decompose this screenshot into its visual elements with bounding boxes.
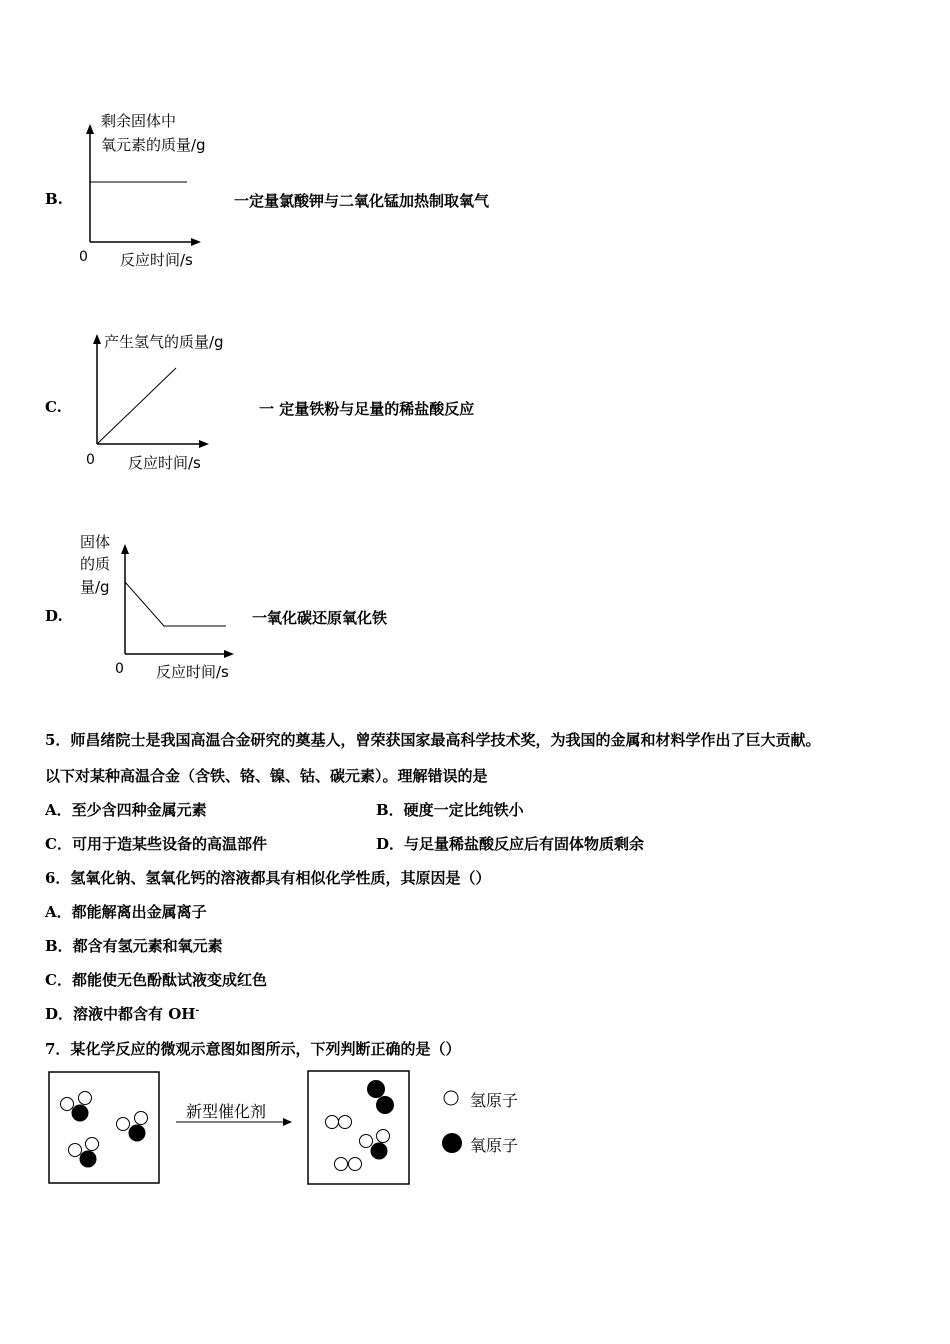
q5-stem-line-1: 5．师昌绪院士是我国高温合金研究的奠基人，曾荣获国家最高科学技术奖，为我国的金属和材料学作出了巨大贡献。 [45,731,821,749]
q6-option-d-superscript: - [195,1006,200,1016]
graph-b-xlabel: 反应时间/s [120,251,193,269]
legend-hydrogen-icon [444,1091,458,1105]
graph-c-origin: 0 [86,452,95,468]
graph-d-origin: 0 [115,661,124,677]
graph-d-xlabel: 反应时间/s [156,663,229,681]
oxygen-atom [376,1096,394,1114]
q6-stem: 6．氢氧化钠、氢氧化钙的溶液都具有相似化学性质，其原因是（） [45,869,491,887]
q5-option-c: C．可用于造某些设备的高温部件 [45,835,267,853]
hydrogen-atom [86,1138,99,1151]
q6-option-d-text: D．溶液中都含有 OH [45,1005,196,1023]
q6-option-a: A．都能解离出金属离子 [45,903,207,921]
q5-option-b: B．硬度一定比纯铁小 [376,801,524,819]
hydrogen-atom [377,1130,390,1143]
graph-d-description: 一氧化碳还原氧化铁 [252,609,388,627]
arrow-head-icon [283,1118,292,1126]
graph-b-origin: 0 [79,249,88,265]
hydrogen-atom [339,1116,352,1129]
hydrogen-atom [326,1116,339,1129]
graph-c-xlabel: 反应时间/s [128,454,201,472]
hydrogen-atom [69,1144,82,1157]
option-b-label: B. [45,190,63,208]
hydrogen-atom [360,1135,373,1148]
option-d-label: D. [45,607,63,625]
graph-d-ylabel-1: 固体 [80,533,111,551]
option-c-label: C. [45,398,62,416]
q5-option-a: A．至少含四种金属元素 [45,801,207,819]
q5-option-d: D．与足量稀盐酸反应后有固体物质剩余 [376,835,645,853]
graph-b-ylabel-1: 剩余固体中 [101,112,177,130]
oxygen-atom [367,1080,385,1098]
oxygen-atom [72,1105,89,1122]
graph-c-description: 一 定量铁粉与足量的稀盐酸反应 [259,400,475,418]
oxygen-atom [80,1151,97,1168]
legend-oxygen-label: 氧原子 [470,1136,519,1155]
hydrogen-atom [335,1158,348,1171]
graph-c-ylabel: 产生氢气的质量/g [104,333,224,351]
hydrogen-atom [135,1112,148,1125]
arrow-label: 新型催化剂 [186,1102,267,1121]
hydrogen-atom [349,1158,362,1171]
graph-b-description: 一定量氯酸钾与二氧化锰加热制取氧气 [234,192,490,210]
hydrogen-atom [117,1118,130,1131]
legend-hydrogen-label: 氢原子 [470,1091,519,1110]
hydrogen-atom [61,1098,74,1111]
graph-d-ylabel-3: 量/g [80,578,110,596]
q5-stem-line-2: 以下对某种高温合金（含铁、铬、镍、钴、碳元素）。理解错误的是 [45,767,488,785]
graph-d-ylabel-2: 的质 [80,555,111,573]
hydrogen-atom [79,1092,92,1105]
legend-oxygen-icon [442,1133,462,1153]
q6-option-b: B．都含有氢元素和氧元素 [45,937,223,955]
oxygen-atom [129,1125,146,1142]
oxygen-atom [371,1143,388,1160]
graph-b-ylabel-2: 氧元素的质量/g [101,136,206,154]
q6-option-c: C．都能使无色酚酞试液变成红色 [45,971,267,989]
q7-stem: 7．某化学反应的微观示意图如图所示，下列判断正确的是（） [45,1040,461,1058]
